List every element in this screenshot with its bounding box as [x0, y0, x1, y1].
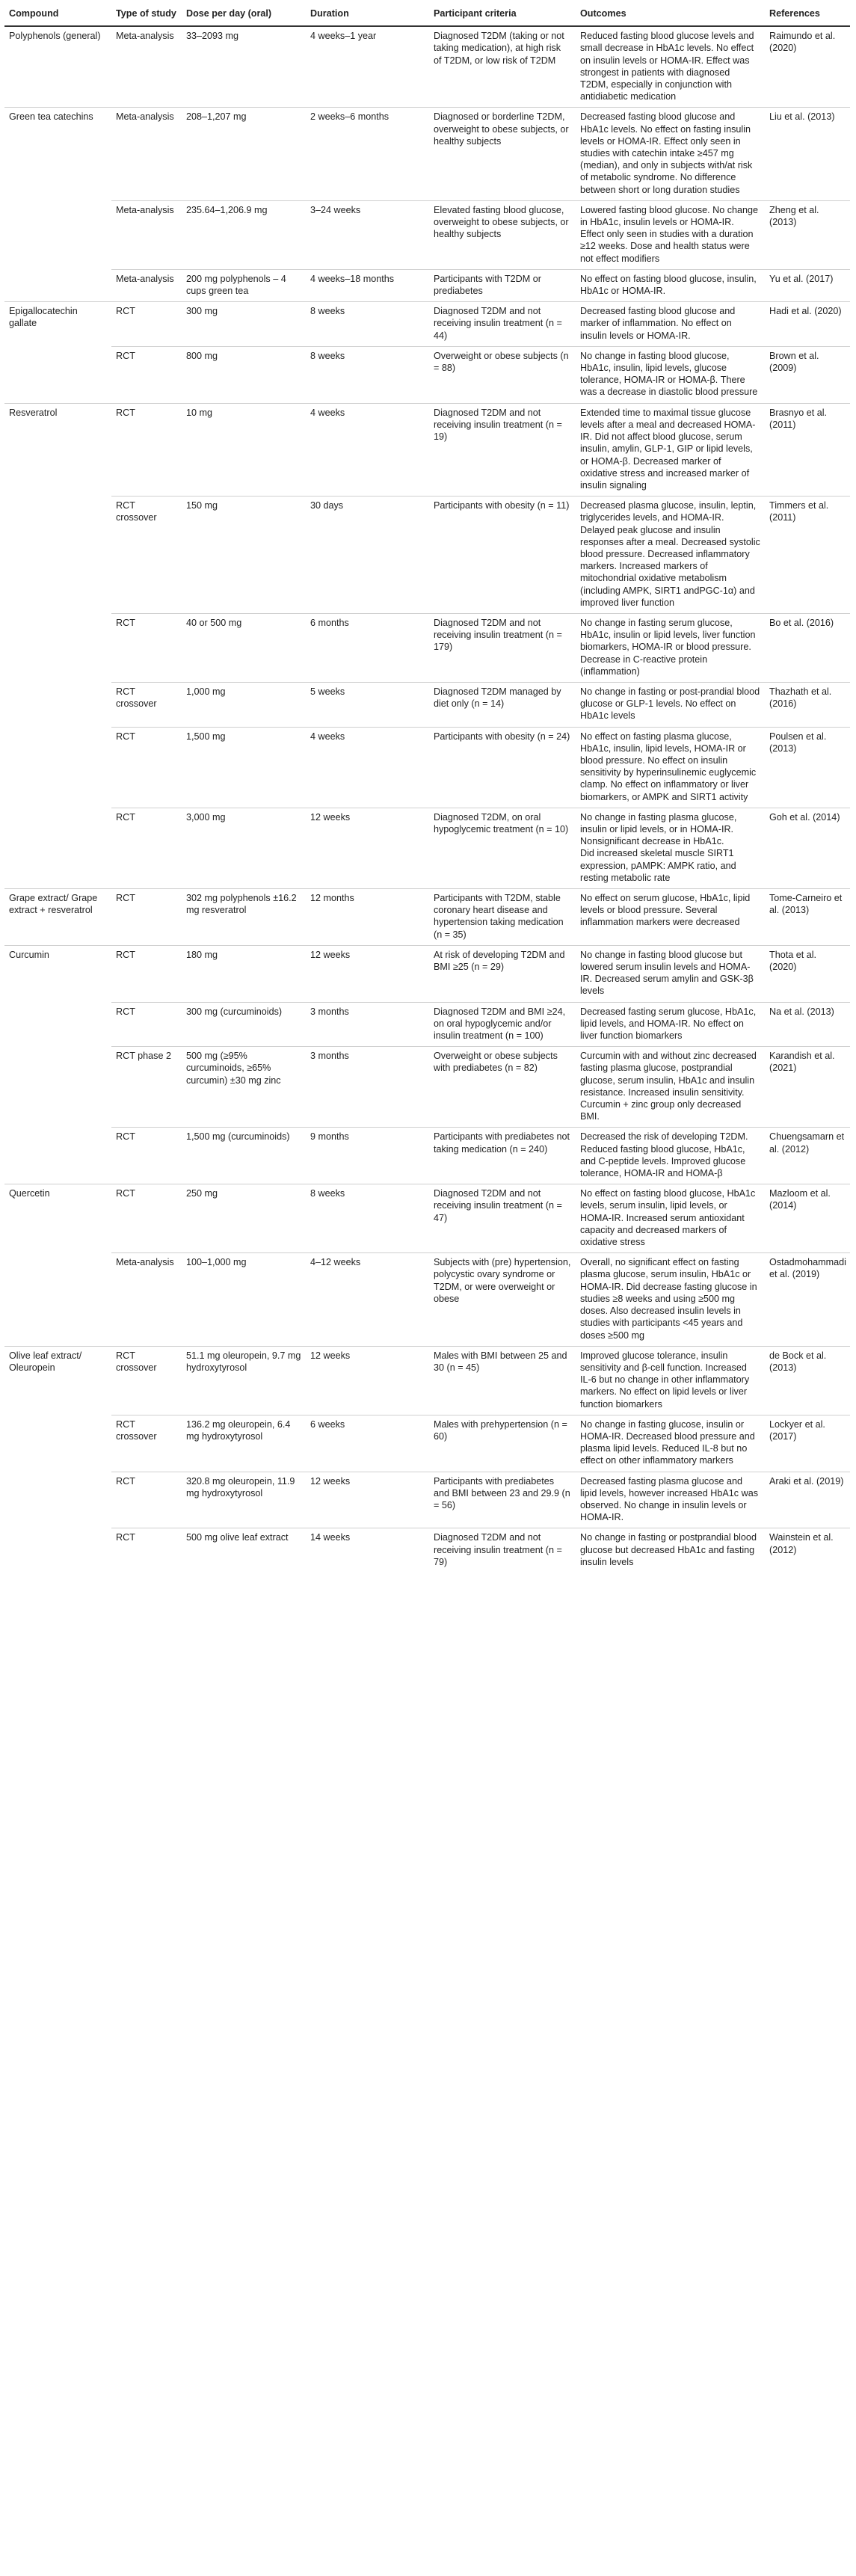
study-type-cell: RCT crossover [111, 497, 182, 614]
participant-criteria-cell: Males with prehypertension (n = 60) [429, 1415, 576, 1472]
duration-cell: 12 weeks [306, 808, 429, 888]
table-row [4, 682, 850, 727]
table-row [4, 1047, 850, 1128]
duration-cell: 4 weeks–1 year [310, 31, 377, 42]
study-type-cell: RCT [111, 1128, 182, 1184]
study-type-cell: RCT [111, 1528, 182, 1573]
outcomes-cell: Decreased fasting blood glucose and marker of inflammation. No effect on insulin levels or HOMA-IR. [576, 302, 765, 347]
outcomes-cell: No effect on fasting blood glucose, HbA1c levels, serum insulin, lipid levels, or HOMA-IR. Increased serum antioxidant capacity and decreased markers of oxidative stress [576, 1184, 765, 1253]
dose-cell: 800 mg [182, 346, 306, 403]
dose-cell: 302 mg polyphenols ±16.2 mg resveratrol [182, 889, 306, 946]
table-row [4, 1184, 850, 1253]
duration-cell: 8 weeks [306, 302, 429, 347]
study-type-cell: RCT [111, 727, 182, 808]
table-row [4, 613, 850, 682]
table-row [4, 269, 850, 301]
reference-cell: Wainstein et al. (2012) [765, 1528, 850, 1573]
table-row [4, 945, 850, 1002]
dose-cell: 1,500 mg [182, 727, 306, 808]
study-type-cell: RCT [111, 302, 182, 347]
outcomes-cell: No change in fasting blood glucose, HbA1c, insulin, lipid levels, glucose tolerance, HOMA-IR or HOMA-β. There was a decrease in diastolic blood pressure [576, 346, 765, 403]
participant-criteria-cell: Diagnosed T2DM managed by diet only (n = 14) [429, 682, 576, 727]
reference-cell: Bo et al. (2016) [765, 613, 850, 682]
study-type-cell: Meta-analysis [111, 200, 182, 269]
duration-cell: 12 weeks [306, 1346, 429, 1415]
table-row [4, 26, 850, 108]
reference-cell: Zheng et al. (2013) [765, 200, 850, 269]
header-duration: Duration [306, 3, 429, 26]
compound-cell: Polyphenols (general) [9, 31, 101, 42]
study-type-cell: Meta-analysis [116, 31, 174, 42]
header-criteria: Participant criteria [429, 3, 576, 26]
duration-cell: 9 months [306, 1128, 429, 1184]
duration-cell: 8 weeks [306, 346, 429, 403]
participant-criteria-cell: Participants with T2DM or prediabetes [429, 269, 576, 301]
duration-cell: 8 weeks [306, 1184, 429, 1253]
dose-cell: 3,000 mg [182, 808, 306, 888]
outcomes-cell: Improved glucose tolerance, insulin sensitivity and β-cell function. Increased IL-6 but no change in other inflammatory markers. No effect on lipid levels or liver function biomarkers [576, 1346, 765, 1415]
duration-cell: 14 weeks [306, 1528, 429, 1573]
outcomes-cell: Extended time to maximal tissue glucose levels after a meal and decreased HOMA-IR. Did not affect blood glucose, serum insulin, amylin, GLP-1, GIP or lipid levels, or HOMA-β. Decreased marker of oxidative stress and increased marker of insulin signaling [576, 403, 765, 496]
dose-cell: 300 mg (curcuminoids) [182, 1002, 306, 1047]
dose-cell: 300 mg [182, 302, 306, 347]
header-row [4, 3, 850, 26]
dose-cell: 51.1 mg oleuropein, 9.7 mg hydroxytyrosol [182, 1346, 306, 1415]
dose-cell: 320.8 mg oleuropein, 11.9 mg hydroxytyrosol [182, 1472, 306, 1528]
duration-cell: 6 months [306, 613, 429, 682]
study-type-cell: RCT [111, 1184, 182, 1253]
outcomes-cell: Decreased fasting blood glucose and HbA1c levels. No effect on fasting insulin levels or HOMA-IR. Effect only seen in studies with catechin intake ≥457 mg (median), and only in subjects with/at risk of metabolic syndrome. No difference between short or long duration studies [576, 108, 765, 200]
participant-criteria-cell: Diagnosed or borderline T2DM, overweight to obese subjects, or healthy subjects [429, 108, 576, 200]
dose-cell: 1,500 mg (curcuminoids) [182, 1128, 306, 1184]
compound-cell: Olive leaf extract/ Oleuropein [4, 1346, 111, 1573]
duration-cell: 5 weeks [306, 682, 429, 727]
header-compound: Compound [4, 3, 111, 26]
study-type-cell: RCT phase 2 [111, 1047, 182, 1128]
compound-cell: Green tea catechins [4, 108, 111, 302]
compound-cell: Grape extract/ Grape extract + resveratrol [4, 889, 111, 946]
outcomes-cell: Overall, no significant effect on fasting plasma glucose, serum insulin, HbA1c or HOMA-IR. Did decrease fasting glucose in studies ≥8 weeks and using ≥500 mg doses. Also decreased insulin levels in studies with participants <45 years and doses ≥500 mg [576, 1253, 765, 1346]
study-type-cell: RCT [111, 1002, 182, 1047]
study-type-cell: RCT [111, 403, 182, 496]
dose-cell: 150 mg [182, 497, 306, 614]
reference-cell: Ostadmohammadi et al. (2019) [765, 1253, 850, 1346]
table-row [4, 497, 850, 614]
reference-cell: Araki et al. (2019) [765, 1472, 850, 1528]
duration-cell: 4–12 weeks [306, 1253, 429, 1346]
participant-criteria-cell: Overweight or obese subjects with prediabetes (n = 82) [429, 1047, 576, 1128]
duration-cell: 30 days [306, 497, 429, 614]
reference-cell: Brown et al. (2009) [765, 346, 850, 403]
study-type-cell: RCT [111, 1472, 182, 1528]
reference-cell: Thota et al. (2020) [765, 945, 850, 1002]
participant-criteria-cell: Diagnosed T2DM and not receiving insulin treatment (n = 47) [429, 1184, 576, 1253]
compound-cell: Epigallocatechin gallate [4, 302, 111, 403]
table-row [4, 1415, 850, 1472]
reference-cell: Yu et al. (2017) [765, 269, 850, 301]
reference-cell: Lockyer et al. (2017) [765, 1415, 850, 1472]
compound-cell: Quercetin [4, 1184, 111, 1346]
table-body [4, 26, 850, 1573]
participant-criteria-cell: Participants with T2DM, stable coronary heart disease and hypertension taking medication (n = 35) [429, 889, 576, 946]
participant-criteria-cell: Diagnosed T2DM and BMI ≥24, on oral hypoglycemic and/or insulin treatment (n = 100) [429, 1002, 576, 1047]
study-type-cell: Meta-analysis [111, 269, 182, 301]
header-outcomes: Outcomes [576, 3, 765, 26]
dose-cell: 235.64–1,206.9 mg [182, 200, 306, 269]
dose-cell: 100–1,000 mg [182, 1253, 306, 1346]
participant-criteria-cell: Participants with obesity (n = 11) [429, 497, 576, 614]
duration-cell: 12 weeks [306, 945, 429, 1002]
study-type-cell: RCT [111, 808, 182, 888]
participant-criteria-cell: Diagnosed T2DM and not receiving insulin treatment (n = 44) [429, 302, 576, 347]
participant-criteria-cell: Diagnosed T2DM and not receiving insulin treatment (n = 179) [429, 613, 576, 682]
header-type: Type of study [111, 3, 182, 26]
dose-cell: 180 mg [182, 945, 306, 1002]
table-row [4, 1128, 850, 1184]
duration-cell: 12 months [306, 889, 429, 946]
reference-cell: Liu et al. (2013) [765, 108, 850, 200]
participant-criteria-cell: At risk of developing T2DM and BMI ≥25 (n = 29) [429, 945, 576, 1002]
participant-criteria-cell: Participants with prediabetes not taking medication (n = 240) [429, 1128, 576, 1184]
participant-criteria-cell: Overweight or obese subjects (n = 88) [429, 346, 576, 403]
table-header [4, 3, 850, 26]
outcomes-cell: No effect on fasting plasma glucose, HbA1c, insulin, lipid levels, HOMA-IR or blood pressure. No effect on insulin sensitivity by hyperinsulinemic euglycemic clamp. No effect on inflammatory or liver biomarkers, or AMPK and SIRT1 activity [576, 727, 765, 808]
outcomes-cell: Decreased fasting serum glucose, HbA1c, lipid levels, and HOMA-IR. No effect on liver function biomarkers [576, 1002, 765, 1047]
reference-cell: Mazloom et al. (2014) [765, 1184, 850, 1253]
study-type-cell: RCT crossover [111, 682, 182, 727]
table-row [4, 346, 850, 403]
dose-cell: 33–2093 mg [186, 31, 239, 42]
duration-cell: 3–24 weeks [306, 200, 429, 269]
table-row [4, 403, 850, 496]
outcomes-cell: Decreased plasma glucose, insulin, leptin, triglycerides levels, and HOMA-IR. Delayed peak glucose and insulin responses after a meal. Decreased systolic blood pressure. Decreased inflammatory markers. Increased markers of mitochondrial oxidative metabolism (including AMPK, SIRT1 andPGC-1α) and improved liver function [576, 497, 765, 614]
participant-criteria-cell: Subjects with (pre) hypertension, polycystic ovary syndrome or T2DM, or were overweight or obese [429, 1253, 576, 1346]
table-row [4, 1002, 850, 1047]
table-row [4, 1528, 850, 1573]
study-type-cell: RCT [111, 945, 182, 1002]
outcomes-cell: Lowered fasting blood glucose. No change in HbA1c, insulin levels or HOMA-IR. Effect only seen in studies with a duration ≥12 weeks. Dose and health status were not effect modifiers [576, 200, 765, 269]
evidence-table [4, 3, 850, 1573]
table-row [4, 1472, 850, 1528]
reference-cell: de Bock et al. (2013) [765, 1346, 850, 1415]
table-row [4, 200, 850, 269]
outcomes-cell: No change in fasting or post-prandial blood glucose or GLP-1 levels. No effect on HbA1c levels [576, 682, 765, 727]
table-row [4, 1346, 850, 1415]
outcomes-cell: No change in fasting glucose, insulin or HOMA-IR. Decreased blood pressure and plasma lipid levels. Reduced IL-8 but no effect on other inflammatory markers [576, 1415, 765, 1472]
duration-cell: 2 weeks–6 months [306, 108, 429, 200]
reference-cell: Timmers et al. (2011) [765, 497, 850, 614]
outcomes-cell: No change in fasting blood glucose but lowered serum insulin levels and HOMA-IR. Decreased serum amylin and GSK-3β levels [576, 945, 765, 1002]
table-row [4, 1253, 850, 1346]
reference-cell: Na et al. (2013) [765, 1002, 850, 1047]
outcomes-cell: Decreased fasting plasma glucose and lipid levels, however increased HbA1c was observed. No change in insulin levels or HOMA-IR. [576, 1472, 765, 1528]
dose-cell: 250 mg [182, 1184, 306, 1253]
header-references: References [765, 3, 850, 26]
outcomes-cell: Decreased the risk of developing T2DM. Reduced fasting blood glucose, HbA1c, and C-peptide levels. Improved glucose tolerance, HOMA-IR and HOMA-β [576, 1128, 765, 1184]
reference-cell: Tome-Carneiro et al. (2013) [765, 889, 850, 946]
dose-cell: 200 mg polyphenols – 4 cups green tea [182, 269, 306, 301]
reference-cell: Thazhath et al. (2016) [765, 682, 850, 727]
participant-criteria-cell: Elevated fasting blood glucose, overweight to obese subjects, or healthy subjects [429, 200, 576, 269]
participant-criteria-cell: Participants with obesity (n = 24) [429, 727, 576, 808]
duration-cell: 4 weeks [306, 403, 429, 496]
duration-cell: 12 weeks [306, 1472, 429, 1528]
study-type-cell: RCT crossover [111, 1415, 182, 1472]
dose-cell: 136.2 mg oleuropein, 6.4 mg hydroxytyrosol [182, 1415, 306, 1472]
header-dose: Dose per day (oral) [182, 3, 306, 26]
duration-cell: 4 weeks [306, 727, 429, 808]
study-type-cell: RCT crossover [111, 1346, 182, 1415]
dose-cell: 40 or 500 mg [182, 613, 306, 682]
dose-cell: 10 mg [182, 403, 306, 496]
outcomes-cell: No change in fasting or postprandial blood glucose but decreased HbA1c and fasting insulin levels [576, 1528, 765, 1573]
table-row [4, 889, 850, 946]
reference-cell: Brasnyo et al. (2011) [765, 403, 850, 496]
study-type-cell: RCT [111, 613, 182, 682]
participant-criteria-cell: Diagnosed T2DM and not receiving insulin treatment (n = 79) [429, 1528, 576, 1573]
duration-cell: 3 months [306, 1002, 429, 1047]
duration-cell: 4 weeks–18 months [306, 269, 429, 301]
outcomes-cell: Reduced fasting blood glucose levels and small decrease in HbA1c levels. No effect on insulin levels or HOMA-IR. Effect was strongest in patients with diagnosed T2DM, especially in conjunction with antidiabetic medication [580, 31, 754, 102]
reference-cell: Karandish et al. (2021) [765, 1047, 850, 1128]
dose-cell: 500 mg (≥95% curcuminoids, ≥65% curcumin) ±30 mg zinc [182, 1047, 306, 1128]
participant-criteria-cell: Diagnosed T2DM (taking or not taking medication), at high risk of T2DM, or low risk of T2DM [434, 31, 564, 66]
table-row [4, 302, 850, 347]
duration-cell: 3 months [306, 1047, 429, 1128]
outcomes-cell: Curcumin with and without zinc decreased fasting plasma glucose, postprandial glucose, serum insulin, HbA1c and insulin resistance. Increased insulin sensitivity. Curcumin + zinc group only decreased BMI. [576, 1047, 765, 1128]
study-type-cell: RCT [111, 346, 182, 403]
duration-cell: 6 weeks [306, 1415, 429, 1472]
participant-criteria-cell: Diagnosed T2DM and not receiving insulin treatment (n = 19) [429, 403, 576, 496]
outcomes-cell: No change in fasting serum glucose, HbA1c, insulin or lipid levels, liver function biomarkers, HOMA-IR or blood pressure. Decrease in C-reactive protein (inflammation) [576, 613, 765, 682]
study-type-cell: Meta-analysis [111, 108, 182, 200]
participant-criteria-cell: Males with BMI between 25 and 30 (n = 45) [429, 1346, 576, 1415]
outcomes-cell: No change in fasting plasma glucose, insulin or lipid levels, or in HOMA-IR. Nonsignificant decrease in HbA1c. Did increased skeletal muscle SIRT1 expression, pAMPK: AMPK ratio, and resting metabolic rate [576, 808, 765, 888]
table-row [4, 808, 850, 888]
study-type-cell: Meta-analysis [111, 1253, 182, 1346]
study-type-cell: RCT [111, 889, 182, 946]
reference-cell: Raimundo et al. (2020) [769, 31, 836, 54]
reference-cell: Poulsen et al. (2013) [765, 727, 850, 808]
reference-cell: Chuengsamarn et al. (2012) [765, 1128, 850, 1184]
table-row [4, 727, 850, 808]
dose-cell: 1,000 mg [182, 682, 306, 727]
outcomes-cell: No effect on serum glucose, HbA1c, lipid levels or blood pressure. Several inflammation markers were decreased [576, 889, 765, 946]
participant-criteria-cell: Diagnosed T2DM, on oral hypoglycemic treatment (n = 10) [429, 808, 576, 888]
reference-cell: Hadi et al. (2020) [765, 302, 850, 347]
dose-cell: 208–1,207 mg [182, 108, 306, 200]
table-row [4, 108, 850, 200]
outcomes-cell: No effect on fasting blood glucose, insulin, HbA1c or HOMA-IR. [576, 269, 765, 301]
participant-criteria-cell: Participants with prediabetes and BMI between 23 and 29.9 (n = 56) [429, 1472, 576, 1528]
reference-cell: Goh et al. (2014) [765, 808, 850, 888]
compound-cell: Resveratrol [4, 403, 111, 888]
compound-cell: Curcumin [4, 945, 111, 1184]
dose-cell: 500 mg olive leaf extract [182, 1528, 306, 1573]
